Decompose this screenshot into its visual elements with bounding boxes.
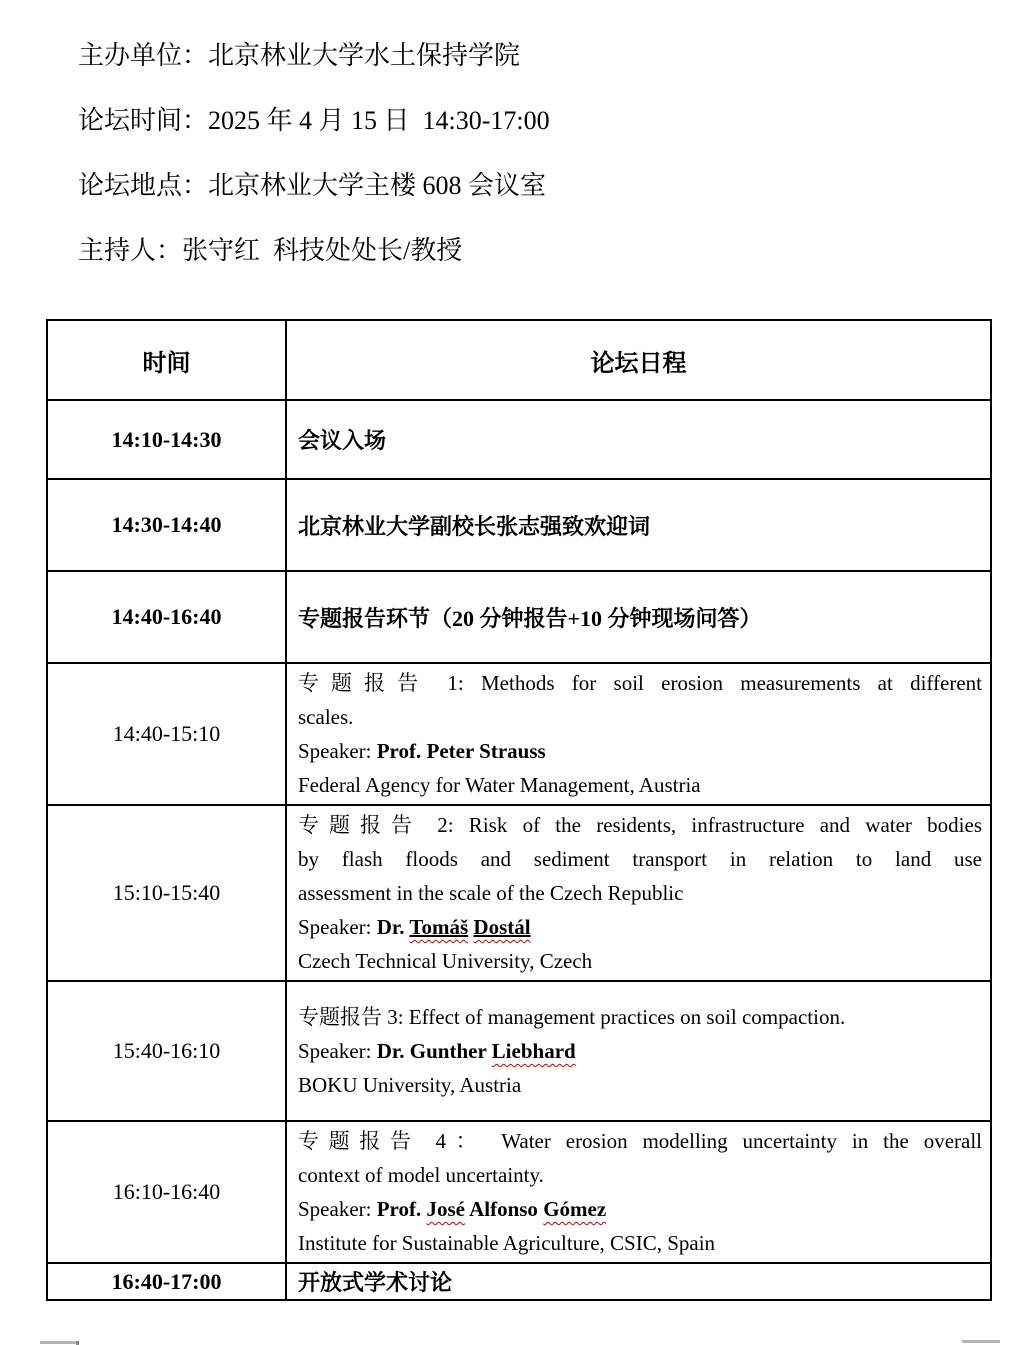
talk-title-line: context of model uncertainty. bbox=[298, 1163, 544, 1187]
table-header-row bbox=[47, 320, 991, 400]
time-cell: 16:10-16:40 bbox=[47, 1121, 286, 1263]
scrollbar-fragment-left[interactable] bbox=[40, 1341, 77, 1344]
speaker-name: Prof. Peter Strauss bbox=[376, 739, 546, 763]
time-cell: 14:30-14:40 bbox=[47, 479, 286, 571]
speaker-label: Speaker: bbox=[298, 1197, 377, 1221]
table-row bbox=[47, 663, 991, 805]
talk-title-line: by flash floods and sediment transport in relation to land use bbox=[298, 847, 982, 871]
info-line-location: 论坛地点：北京林业大学主楼 608 会议室 bbox=[78, 171, 547, 200]
header-cell-time: 时间 bbox=[47, 320, 286, 400]
scrollbar-fragment-right[interactable] bbox=[962, 1340, 1000, 1343]
misspelled-name: Dostál bbox=[473, 915, 531, 939]
table-row bbox=[47, 805, 991, 981]
agenda-cell bbox=[286, 1121, 991, 1263]
table-row bbox=[47, 1121, 991, 1263]
time-cell: 16:40-17:00 bbox=[47, 1263, 286, 1300]
affiliation-line: Federal Agency for Water Management, Austria bbox=[298, 773, 701, 797]
talk-title-line: 专题报告 4： Water erosion modelling uncertainty in the overall bbox=[298, 1129, 982, 1153]
misspelled-name: Liebhard bbox=[491, 1039, 576, 1063]
speaker-label: Speaker: bbox=[298, 739, 377, 763]
info-line-organizer: 主办单位：北京林业大学水土保持学院 bbox=[78, 41, 521, 70]
agenda-cell bbox=[286, 663, 991, 805]
agenda-text: 专题报告环节（20 分钟报告+10 分钟现场问答） bbox=[298, 605, 762, 631]
misspelled-name: Gómez bbox=[543, 1197, 607, 1221]
time-cell: 15:40-16:10 bbox=[47, 981, 286, 1121]
underlined-name bbox=[473, 915, 530, 939]
talk-title-line: assessment in the scale of the Czech Republic bbox=[298, 881, 684, 905]
info-line-host: 主持人：张守红 科技处处长/教授 bbox=[78, 236, 463, 265]
table-row bbox=[47, 571, 991, 663]
agenda-cell bbox=[286, 805, 991, 981]
info-line-time: 论坛时间：2025 年 4 月 15 日 14:30-17:00 bbox=[78, 106, 550, 135]
agenda-cell bbox=[286, 571, 991, 663]
talk-title-line: 专题报告 2: Risk of the residents, infrastructure and water bodies bbox=[298, 813, 982, 837]
agenda-cell bbox=[286, 981, 991, 1121]
time-cell: 14:40-15:10 bbox=[47, 663, 286, 805]
speaker-line bbox=[298, 910, 982, 944]
agenda-text: 会议入场 bbox=[298, 428, 387, 453]
affiliation-line: Institute for Sustainable Agriculture, CSIC, Spain bbox=[298, 1231, 716, 1255]
table-row bbox=[47, 400, 991, 479]
affiliation-line: Czech Technical University, Czech bbox=[298, 949, 593, 973]
agenda-text: 北京林业大学副校长张志强致欢迎词 bbox=[298, 513, 651, 539]
talk-title-line: scales. bbox=[298, 705, 354, 729]
agenda-cell bbox=[286, 1263, 991, 1300]
affiliation-line: BOKU University, Austria bbox=[298, 1073, 522, 1097]
agenda-cell bbox=[286, 479, 991, 571]
time-cell: 15:10-15:40 bbox=[47, 805, 286, 981]
speaker-name: Dr. Tomáš Dostál bbox=[376, 915, 531, 939]
speaker-name: Prof. José Alfonso Gómez bbox=[376, 1197, 607, 1221]
schedule-table bbox=[46, 319, 992, 1301]
misspelled-name: José bbox=[426, 1197, 465, 1221]
table-row bbox=[47, 1263, 991, 1300]
speaker-label: Speaker: bbox=[298, 915, 377, 939]
agenda-text: 开放式学术讨论 bbox=[298, 1270, 453, 1295]
agenda-cell bbox=[286, 400, 991, 479]
underlined-name bbox=[409, 915, 468, 939]
time-cell: 14:40-16:40 bbox=[47, 571, 286, 663]
talk-title-line: 专题报告 3: Effect of management practices on soil compaction. bbox=[298, 1005, 846, 1029]
misspelled-name: Tomáš bbox=[409, 915, 469, 939]
header-cell-agenda: 论坛日程 bbox=[286, 320, 991, 400]
speaker-line bbox=[298, 1034, 982, 1068]
speaker-name: Dr. Gunther Liebhard bbox=[376, 1039, 576, 1063]
talk-title-line: 专题报告 1: Methods for soil erosion measurements at different bbox=[298, 671, 982, 695]
table-row bbox=[47, 981, 991, 1121]
speaker-line bbox=[298, 1192, 982, 1226]
table-row bbox=[47, 479, 991, 571]
document-info-block bbox=[78, 40, 550, 300]
speaker-label: Speaker: bbox=[298, 1039, 377, 1063]
speaker-line bbox=[298, 734, 982, 768]
scrollbar-fragment-nub[interactable] bbox=[76, 1341, 79, 1345]
time-cell: 14:10-14:30 bbox=[47, 400, 286, 479]
